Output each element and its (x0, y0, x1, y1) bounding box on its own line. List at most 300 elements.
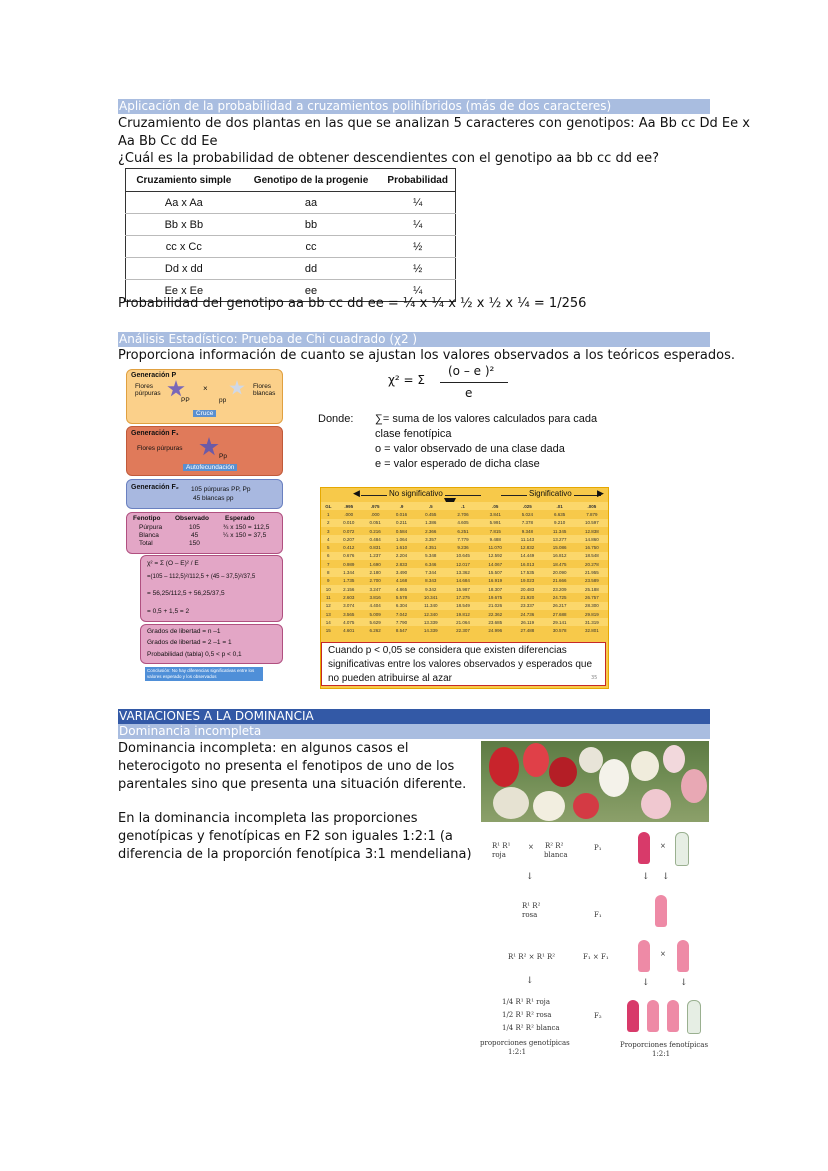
table-cell: 10.597 (576, 519, 608, 527)
table-cell: 7.042 (395, 611, 408, 617)
table-cell: 12.592 (479, 552, 511, 560)
table-cell: 12.838 (584, 528, 599, 534)
table-cell: 4.351 (425, 545, 437, 551)
table-cell: 3.841 (489, 511, 501, 517)
gl-line: Probabilidad (tabla) 0,5 < p < 0,1 (147, 651, 242, 658)
table-cell: 0.412 (343, 545, 355, 551)
pink-snapdragon-icon (638, 940, 650, 972)
table-cell: 13.339 (415, 618, 447, 626)
red-snapdragon-icon (627, 1000, 639, 1032)
table-cell: 24.725 (552, 594, 567, 600)
donde-line: e = valor esperado de dicha clase (375, 458, 540, 470)
table-cell: 2.706 (457, 511, 469, 517)
table-row (321, 626, 608, 634)
table-cell: Púrpura (139, 524, 163, 531)
table-cell: 21.920 (520, 594, 535, 600)
genotype-pp-recessive: pp (219, 397, 227, 404)
table-cell: 3.074 (336, 602, 362, 610)
table-cell: 2.603 (343, 594, 355, 600)
down-arrow-icon: ↓ (680, 978, 688, 988)
table-cell: 3.490 (388, 568, 414, 576)
table-cell: 23.337 (511, 602, 543, 610)
table-cell: 0.072 (343, 528, 355, 534)
red-flower-cluster (573, 793, 599, 819)
column-header: Fenotipo (133, 515, 161, 522)
phenotypic-proportions-label: Proporciones fenotípicas (620, 1041, 709, 1049)
table-cell: 5.629 (362, 618, 388, 626)
intro-line-2: Aa Bb Cc dd Ee (118, 134, 218, 149)
table-cell: 6.635 (553, 511, 566, 517)
table-cell: ¼ x 150 = 37,5 (223, 532, 267, 539)
section-header-polihibridos: Aplicación de la probabilidad a cruzamientos polihíbridos (más de dos caracteres) (118, 99, 710, 114)
table-cell: 26.757 (584, 594, 599, 600)
table-cell: 30.578 (552, 628, 567, 634)
table-cell: 4.601 (343, 628, 355, 634)
table-row (126, 236, 456, 258)
table-cell: 19.675 (488, 594, 503, 600)
table-cell: 9.342 (415, 585, 447, 593)
cross-symbol: × (203, 384, 208, 393)
table-cell: 12 (321, 602, 336, 610)
table-cell: 25.188 (576, 585, 608, 593)
table-cell: 105 (189, 524, 200, 531)
table-cell: Ee x Ee (126, 280, 242, 302)
table-cell: 0.216 (369, 528, 381, 534)
table-cell: Aa x Aa (126, 192, 242, 214)
table-cell: 31.319 (576, 618, 608, 626)
table-cell: 13.277 (544, 535, 576, 543)
table-cell: 5.578 (395, 594, 408, 600)
table-cell: 21.026 (479, 602, 511, 610)
table-cell: 15 (325, 628, 331, 634)
red-snapdragon-icon (638, 832, 650, 864)
table-cell: 4.605 (447, 519, 479, 527)
table-cell: 11.345 (552, 528, 567, 534)
table-cell: ¼ (380, 192, 455, 214)
chi-intro: Proporciona información de cuanto se ajustan los valores observados a los teóricos esperados. (118, 348, 736, 363)
table-cell: 12.017 (456, 561, 470, 567)
table-cell: GL (321, 502, 336, 510)
table-cell: 18.475 (552, 561, 567, 567)
chi-square-table (320, 487, 609, 689)
table-cell: 6.304 (388, 602, 414, 610)
table-cell: cc (242, 236, 381, 258)
table-cell: 4 (321, 535, 336, 543)
table-cell: cc x Cc (126, 236, 242, 258)
table-cell: 9 (327, 578, 330, 584)
down-arrow-icon: ↓ (526, 976, 534, 986)
page-number: 35 (591, 675, 598, 681)
table-row (321, 593, 608, 601)
f2-line-1: 105 púrpuras PP, Pp (191, 486, 251, 493)
table-cell: 2.366 (425, 528, 437, 534)
section-header-dominancia: VARIACIONES A LA DOMINANCIA (118, 709, 710, 724)
pink-snapdragon-icon (677, 940, 689, 972)
table-cell: 15.987 (447, 585, 479, 593)
table-cell: 0.207 (336, 535, 362, 543)
white-flower-cluster (533, 791, 565, 821)
white-flowers-label: Flores blancas (253, 383, 276, 397)
observed-expected-table (126, 512, 283, 554)
table-cell: 20.090 (544, 568, 576, 576)
table-cell: 0.676 (336, 552, 362, 560)
generation-p-box (126, 369, 283, 424)
parent-right-phenotype: blanca (544, 851, 568, 859)
table-row (321, 585, 608, 593)
table-cell: 6.346 (425, 561, 437, 567)
table-cell: .000 (344, 511, 354, 517)
table-cell: 16.919 (488, 578, 503, 584)
table-cell: 19.023 (520, 578, 535, 584)
table-row (321, 552, 608, 560)
table-cell: 7.378 (511, 519, 543, 527)
table-cell: 1.690 (369, 561, 381, 567)
table-cell: 22.362 (488, 611, 503, 617)
f1-genotype: R¹ R² (522, 902, 541, 910)
table-cell: .9 (388, 502, 414, 510)
table-cell: 10.645 (447, 552, 479, 560)
section-header-chi: Análisis Estadístico: Prueba de Chi cuadrado (χ2 ) (118, 332, 710, 347)
table-cell: 24.996 (488, 628, 503, 634)
intro-line-1: Cruzamiento de dos plantas en las que se analizan 5 caracteres con genotipos: Aa Bb cc Dd Ee x (118, 116, 750, 131)
table-cell: 20.278 (584, 561, 599, 567)
table-cell: 14.684 (456, 578, 470, 584)
table-cell: 1.064 (388, 535, 414, 543)
fraction-bar (440, 382, 508, 383)
parent-right-genotype: R² R² (545, 842, 564, 850)
table-cell: 9.488 (479, 535, 511, 543)
table-cell: 7 (327, 561, 330, 567)
table-cell: 5 (327, 545, 330, 551)
pink-snapdragon-icon (647, 1000, 659, 1032)
table-cell: 17.535 (511, 568, 543, 576)
calc-line: χ² = Σ (O – E)² / E (147, 560, 199, 567)
table-cell: 27.488 (520, 628, 535, 634)
donde-label: Donde: (318, 413, 354, 425)
table-cell: 2.700 (369, 578, 381, 584)
table-cell: 2.204 (388, 552, 414, 560)
calc-line: = 0,5 + 1,5 = 2 (147, 608, 190, 615)
chi-formula-lhs: χ² = Σ (388, 373, 426, 387)
table-cell: 21.666 (552, 578, 567, 584)
red-flower-cluster (489, 747, 519, 787)
table-cell: 1.735 (343, 578, 355, 584)
table-cell: 13.362 (447, 568, 479, 576)
table-cell: 0.831 (369, 545, 381, 551)
table-cell: 23.685 (479, 618, 511, 626)
table-cell: .5 (415, 502, 447, 510)
table-cell: ½ (380, 258, 455, 280)
paragraph-2: En la dominancia incompleta las proporciones genotípicas y fenotípicas en F2 son iguales 1:2:1 (a diferencia de la proporción fenotípica 3:1 mendeliana) (118, 811, 472, 862)
table-cell: 14.339 (423, 628, 438, 634)
down-arrow-icon: ↓ (662, 872, 670, 882)
f2-row: 1/4 R¹ R¹ roja (502, 998, 550, 1006)
table-row (321, 618, 608, 626)
table-cell: 14.067 (488, 561, 503, 567)
purple-flower-icon (167, 380, 185, 398)
table-cell: ¾ x 150 = 112,5 (223, 524, 270, 531)
pink-flower-cluster (681, 769, 707, 803)
genotype-pp-dominant: PP (181, 397, 190, 404)
table-cell: 4.168 (395, 578, 408, 584)
calc-line: =(105 – 112,5)²/112,5 + (45 – 37,5)²/37,5 (147, 574, 256, 580)
table-row (321, 527, 608, 535)
table-cell: aa (242, 192, 381, 214)
donde-line: ∑= suma de los valores calculados para cada (375, 413, 598, 425)
table-cell: 32.801 (584, 628, 599, 634)
table-row (126, 258, 456, 280)
table-row (321, 577, 608, 585)
table-cell: 1 (327, 511, 330, 517)
table-cell: .025 (511, 502, 543, 510)
table-cell: 0.455 (425, 511, 437, 517)
generation-f1xf1-label: F₁ × F₁ (583, 953, 609, 961)
table-cell: Total (139, 540, 153, 547)
table-cell: 29.141 (544, 618, 576, 626)
purple-flower-icon (199, 437, 219, 457)
table-cell: 8.343 (425, 578, 437, 584)
table-cell: 14.449 (511, 552, 543, 560)
table-cell: 12.832 (520, 545, 535, 551)
f2-line-2: 45 blancas pp (193, 495, 234, 502)
table-cell: 0.484 (362, 535, 388, 543)
table-cell: 7.879 (586, 511, 598, 517)
table-cell: 1.386 (415, 519, 447, 527)
down-arrow-icon: ↓ (642, 872, 650, 882)
f2-row: 1/2 R¹ R² rosa (502, 1011, 552, 1019)
table-cell: 10.341 (423, 594, 438, 600)
table-cell: ¼ (380, 280, 455, 302)
calc-line: = 56,25/112,5 + 56,25/37,5 (147, 590, 225, 597)
table-cell: 7.815 (489, 528, 501, 534)
subheader-dominancia-incompleta: Dominancia incompleta (118, 724, 710, 739)
genotypic-ratio: 1:2:1 (508, 1048, 527, 1056)
table-cell: 20.483 (511, 585, 543, 593)
table-cell: 2 (321, 519, 336, 527)
donde-line: clase fenotípica (375, 428, 452, 440)
no-significant-label: No significativo (389, 489, 443, 498)
table-cell: 29.819 (584, 611, 599, 617)
white-flower-cluster (599, 759, 629, 797)
table-cell: 15.507 (479, 568, 511, 576)
phenotypic-ratio: 1:2:1 (652, 1050, 671, 1058)
gl-line: Grados de libertad = n –1 (147, 628, 221, 635)
table-cell: 18.307 (479, 585, 511, 593)
table-cell: 24.736 (520, 611, 535, 617)
degrees-freedom-box (140, 624, 283, 664)
table-cell: 16.013 (520, 561, 535, 567)
result-text: Probabilidad del genotipo aa bb cc dd ee = ¼ x ¼ x ½ x ½ x ¼ = 1/256 (118, 296, 587, 311)
table-row (321, 560, 608, 568)
table-cell: 16.750 (584, 545, 599, 551)
table-cell: .05 (479, 502, 511, 510)
pink-snapdragon-icon (667, 1000, 679, 1032)
table-cell: Bb x Bb (126, 214, 242, 236)
red-flower-cluster (523, 743, 549, 777)
table-row (321, 610, 608, 618)
f1-phenotype: rosa (522, 911, 538, 919)
table-cell: Dd x dd (126, 258, 242, 280)
table-cell: 11 (325, 594, 331, 600)
significant-label: Significativo (529, 489, 572, 498)
pink-flower-cluster (663, 745, 685, 773)
table-cell: .01 (544, 502, 576, 510)
gen-f1-label: Generación F₁ (131, 430, 179, 437)
table-cell: 12.340 (423, 611, 438, 617)
table-cell: 15.086 (552, 545, 567, 551)
table-cell: 23.209 (544, 585, 576, 593)
table-row (126, 214, 456, 236)
cross-symbol: × (660, 950, 666, 958)
table-cell: 1.344 (336, 568, 362, 576)
f1-phenotype-label: Flores púrpuras (137, 445, 183, 452)
table-cell: 23.589 (584, 578, 599, 584)
table-cell: 18.548 (576, 552, 608, 560)
table-cell: 0.989 (343, 561, 355, 567)
table-cell: 6.262 (369, 628, 381, 634)
f1-genotype: Pp (219, 453, 227, 460)
table-cell: 6 (321, 552, 336, 560)
gen-p-label: Generación P (131, 372, 177, 379)
table-cell: 4.865 (388, 585, 414, 593)
pink-flower-cluster (641, 789, 671, 819)
table-cell: bb (242, 214, 381, 236)
cross-label: Cruce (193, 410, 216, 417)
table-cell: 3.565 (343, 611, 355, 617)
table-cell: 2.156 (336, 585, 362, 593)
table-cell: 0.016 (395, 511, 408, 517)
white-flower-cluster (493, 787, 529, 819)
table-cell: 10 (321, 585, 336, 593)
table-cell: 3.247 (362, 585, 388, 593)
chi-grid (321, 502, 608, 635)
table-cell: 9.236 (457, 545, 469, 551)
pink-snapdragon-icon (655, 895, 667, 927)
table-cell: 18.549 (447, 602, 479, 610)
table-cell: 150 (189, 540, 200, 547)
table-cell: 0.010 (336, 519, 362, 527)
table-cell: 22.307 (456, 628, 470, 634)
table-row (321, 510, 608, 518)
snapdragon-photo (481, 741, 709, 822)
selfing-label: Autofecundación (183, 464, 237, 471)
table-cell: 5.024 (521, 511, 534, 517)
table-cell: 5.348 (415, 552, 447, 560)
table-cell: 2.180 (362, 568, 388, 576)
table-row (126, 192, 456, 214)
table-cell: ½ (380, 236, 455, 258)
parent-left-phenotype: roja (492, 851, 506, 859)
table-cell: 27.688 (552, 611, 567, 617)
chi-calculation-box (140, 555, 283, 622)
chi-header-row (321, 502, 608, 510)
generation-p1-label: P₁ (594, 844, 602, 852)
column-header: Probabilidad (380, 169, 455, 192)
significance-note: Cuando p < 0,05 se considera que existen diferencias significativas entre los valores observados y esperados que no pueden atribuirse al azar (321, 642, 606, 686)
cross-table (125, 168, 456, 302)
generation-f2-label: F₂ (594, 1012, 602, 1020)
white-snapdragon-icon (687, 1000, 701, 1034)
table-cell: .1 (447, 502, 479, 510)
table-cell: 2.833 (395, 561, 408, 567)
table-cell: 11.070 (488, 545, 502, 551)
column-header: Observado (175, 515, 209, 522)
table-cell: .975 (362, 502, 388, 510)
table-cell: 7.779 (447, 535, 479, 543)
purple-flowers-label: Flores púrpuras (135, 383, 161, 397)
down-arrow-icon: ↓ (526, 872, 534, 882)
table-cell: 3.816 (369, 594, 381, 600)
table-cell: 8 (321, 568, 336, 576)
table-cell: 3 (327, 528, 330, 534)
table-cell: 4.075 (336, 618, 362, 626)
table-cell: ee (242, 280, 381, 302)
table-cell: 17.275 (456, 594, 470, 600)
column-header: Genotipo de la progenie (242, 169, 381, 192)
table-row (321, 602, 608, 610)
table-cell: 1.237 (362, 552, 388, 560)
table-cell: 6.251 (457, 528, 469, 534)
table-cell: 5.991 (479, 519, 511, 527)
table-cell: 8.547 (395, 628, 408, 634)
table-cell: 1.610 (395, 545, 408, 551)
red-flower-cluster (549, 757, 577, 787)
white-flower-cluster (631, 751, 659, 781)
table-cell: 11.143 (511, 535, 543, 543)
down-arrow-icon: ↓ (642, 978, 650, 988)
chi-formula-numerator: (o – e )² (448, 364, 495, 378)
table-cell: 26.119 (511, 618, 543, 626)
table-cell: 16.812 (544, 552, 576, 560)
table-cell: dd (242, 258, 381, 280)
table-cell: 7.790 (388, 618, 414, 626)
gen-f2-label: Generación F₂ (131, 484, 179, 491)
generation-f1-label: F₁ (594, 911, 602, 919)
table-cell: 14.860 (576, 535, 608, 543)
table-cell: 45 (191, 532, 199, 539)
table-cell: 26.217 (544, 602, 576, 610)
table-cell: 0.211 (388, 519, 414, 527)
conclusion-box: Conclusión: No hay diferencias significativas entre los valores esperado y los observados (145, 667, 263, 681)
table-cell: 4.404 (362, 602, 388, 610)
table-cell: 0.051 (362, 519, 388, 527)
table-cell: ¼ (380, 214, 455, 236)
cross-symbol: × (660, 842, 666, 850)
table-cell: 3.357 (415, 535, 447, 543)
table-row (321, 535, 608, 543)
generation-f1-box (126, 426, 283, 476)
table-row (321, 543, 608, 551)
table-cell: 9.210 (544, 519, 576, 527)
table-cell: 14 (321, 618, 336, 626)
donde-line: o = valor observado de una clase dada (375, 443, 565, 455)
left-arrow-icon: ◀ (353, 489, 360, 499)
table-cell: 21.955 (576, 568, 608, 576)
table-cell: 21.064 (447, 618, 479, 626)
table-cell: 7.344 (415, 568, 447, 576)
f1-cross-genotypes: R¹ R² × R¹ R² (508, 953, 556, 961)
table-cell: .995 (336, 502, 362, 510)
table-cell: 28.300 (576, 602, 608, 610)
f2-row: 1/4 R² R² blanca (502, 1024, 560, 1032)
cross-symbol: × (528, 843, 534, 851)
table-cell: 0.584 (395, 528, 408, 534)
gl-line: Grados de libertad = 2 –1 = 1 (147, 639, 232, 646)
generation-f2-box (126, 479, 283, 509)
table-cell: .005 (576, 502, 608, 510)
genotypic-proportions-label: proporciones genotípicas (480, 1039, 570, 1047)
parent-left-genotype: R¹ R¹ (492, 842, 511, 850)
